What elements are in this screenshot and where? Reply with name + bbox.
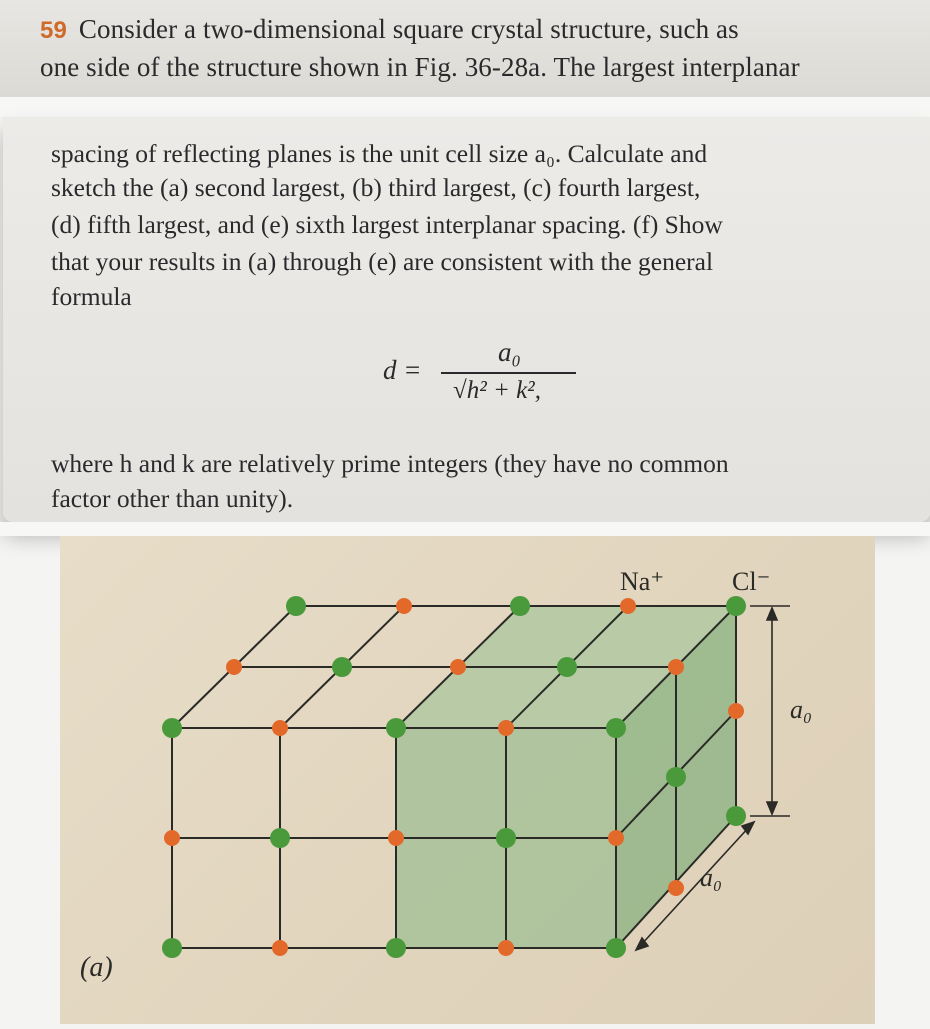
cl-ion: [510, 596, 530, 616]
body-line-3: (d) fifth largest, and (e) sixth largest interplanar spacing. (f) Show: [51, 210, 723, 239]
na-ion: [164, 830, 180, 846]
na-ion: [498, 940, 514, 956]
page-gap: [0, 97, 930, 117]
na-ion: [620, 598, 636, 614]
problem-line-1: [40, 14, 739, 45]
problem-number: 59: [40, 17, 67, 44]
problem-line-2: one side of the structure shown in Fig. 36-28a. The largest interplanar: [40, 52, 800, 82]
na-ion: [226, 659, 242, 675]
formula-lhs: d =: [383, 355, 422, 385]
crystal-figure: [60, 536, 875, 1024]
formula-numerator: a₀: [498, 337, 521, 367]
cl-ion: [162, 718, 182, 738]
na-ion: [728, 703, 744, 719]
body-line-7: factor other than unity).: [51, 484, 294, 513]
na-ion: [396, 598, 412, 614]
body-line-5: formula: [51, 282, 132, 311]
lattice-constant-vertical-label: a₀: [790, 695, 813, 724]
body-line-6: where h and k are relatively prime integers (they have no common: [51, 449, 729, 478]
nacl-crystal-diagram: [60, 536, 875, 1024]
lattice-constant-diagonal-label: a₀: [700, 863, 723, 892]
na-ion: [498, 720, 514, 736]
cl-ion: [606, 938, 626, 958]
na-ion: [668, 659, 684, 675]
cl-ion: [557, 657, 577, 677]
cl-ion-label: Cl⁻: [732, 567, 771, 596]
na-ion: [450, 659, 466, 675]
problem-header: [0, 0, 930, 97]
formula-denominator: √h² + k²,: [453, 377, 541, 404]
cl-ion: [286, 596, 306, 616]
cl-ion: [386, 938, 406, 958]
cl-ion: [726, 596, 746, 616]
fraction-bar: [441, 372, 576, 374]
na-ion: [668, 880, 684, 896]
cl-ion: [162, 938, 182, 958]
body-line-4: that your results in (a) through (e) are consistent with the general: [51, 247, 714, 276]
problem-line-1-text: Consider a two-dimensional square crystal structure, such as: [78, 14, 739, 44]
cl-ion: [496, 828, 516, 848]
cl-ion: [606, 718, 626, 738]
na-ion: [272, 940, 288, 956]
na-ion: [388, 830, 404, 846]
page-gap-2: [0, 522, 930, 536]
na-ion: [608, 830, 624, 846]
cl-ion: [332, 657, 352, 677]
na-ion: [272, 720, 288, 736]
na-ion-label: Na⁺: [620, 567, 665, 596]
body-line-2: sketch the (a) second largest, (b) third largest, (c) fourth largest,: [51, 173, 701, 202]
problem-body-card: [3, 117, 930, 522]
cl-ion: [270, 828, 290, 848]
body-line-1: spacing of reflecting planes is the unit cell size a₀. Calculate and: [51, 139, 708, 168]
cl-ion: [726, 806, 746, 826]
figure-label: (a): [80, 952, 113, 983]
cl-ion: [386, 718, 406, 738]
cl-ion: [666, 767, 686, 787]
